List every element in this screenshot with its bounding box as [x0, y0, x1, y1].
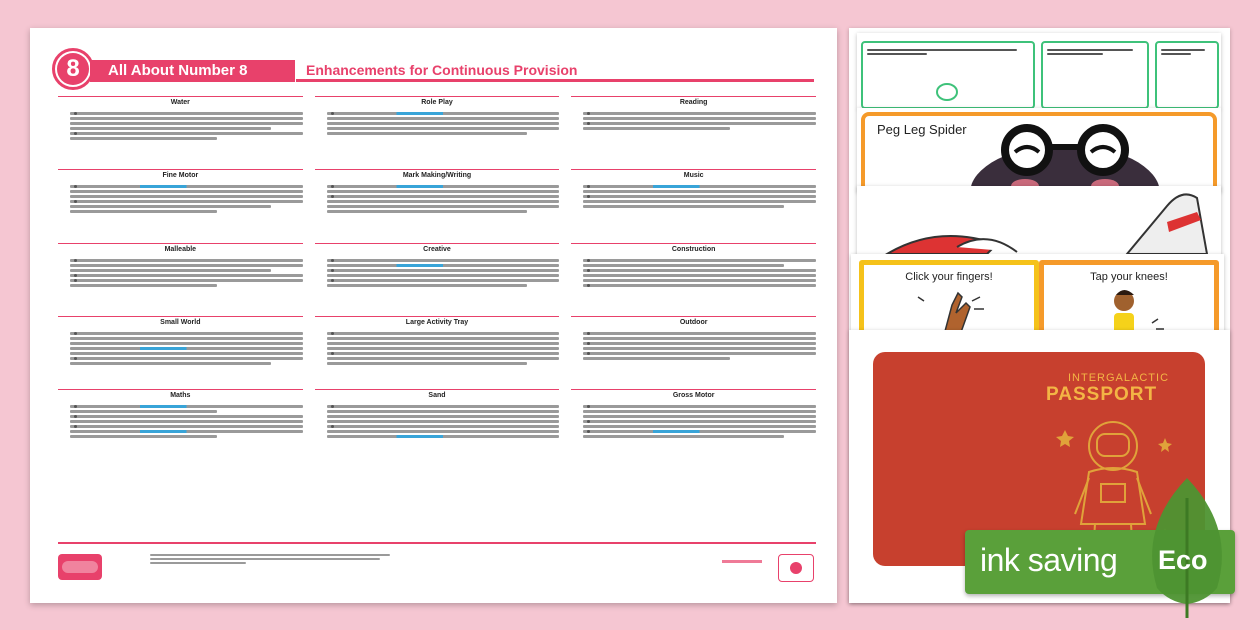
section-title: Construction — [571, 243, 816, 256]
section-role-play — [315, 96, 560, 169]
section-reading — [571, 96, 816, 169]
challenge-box — [861, 41, 1035, 109]
click-fingers-card — [859, 260, 1039, 336]
spider-illustration-icon — [955, 118, 1175, 192]
tap-knees-title: Tap your knees! — [1090, 271, 1168, 283]
section-title: Water — [58, 96, 303, 109]
eco-label: Eco — [1158, 545, 1208, 575]
section-creative — [315, 243, 560, 316]
footer-divider — [58, 542, 816, 544]
section-title: Creative — [315, 243, 560, 256]
section-title: Outdoor — [571, 316, 816, 329]
enhancements-document-page — [30, 28, 837, 603]
section-gross-motor — [571, 389, 816, 462]
challenge-box — [1155, 41, 1219, 109]
passport-line1: INTERGALACTIC — [1068, 372, 1170, 384]
section-fine-motor — [58, 169, 303, 242]
section-title: Sand — [315, 389, 560, 402]
tap-knees-card — [1039, 260, 1219, 336]
section-maths — [58, 389, 303, 462]
section-construction — [571, 243, 816, 316]
section-sand — [315, 389, 560, 462]
twinkl-logo — [58, 554, 102, 580]
section-title: Gross Motor — [571, 389, 816, 402]
section-title: Fine Motor — [58, 169, 303, 182]
shape-icon — [933, 81, 961, 103]
section-title: Music — [571, 169, 816, 182]
section-outdoor — [571, 316, 816, 389]
ink-saving-text: ink saving — [980, 542, 1118, 578]
clicking-fingers-icon — [914, 287, 994, 335]
partner-logo — [778, 554, 814, 582]
section-small-world — [58, 316, 303, 389]
section-title: Malleable — [58, 243, 303, 256]
footer-safety-text — [150, 552, 390, 566]
challenge-box — [1041, 41, 1149, 109]
section-title: Small World — [58, 316, 303, 329]
click-fingers-title: Click your fingers! — [905, 271, 993, 283]
document-subtitle: Enhancements for Continuous Provision — [296, 60, 814, 82]
section-title: Role Play — [315, 96, 560, 109]
section-water — [58, 96, 303, 169]
section-music — [571, 169, 816, 242]
peg-leg-spider-sheet — [857, 108, 1221, 192]
document-title: All About Number 8 — [90, 60, 295, 82]
peg-leg-spider-title: Peg Leg Spider — [877, 122, 967, 137]
section-large-activity-tray — [315, 316, 560, 389]
number-badge — [52, 48, 94, 90]
section-title: Reading — [571, 96, 816, 109]
section-malleable — [58, 243, 303, 316]
footer-url — [722, 560, 762, 566]
provision-grid — [58, 96, 816, 536]
rocket-sheet — [857, 186, 1221, 256]
action-cards-sheet — [851, 254, 1224, 332]
passport-line2: PASSPORT — [1046, 384, 1158, 405]
number-badge-digit: 8 — [57, 53, 89, 85]
rocket-illustration-icon — [867, 192, 1211, 254]
section-title: Maths — [58, 389, 303, 402]
section-title: Large Activity Tray — [315, 316, 560, 329]
section-title: Mark Making/Writing — [315, 169, 560, 182]
maths-challenge-sheet — [857, 33, 1221, 109]
section-mark-making — [315, 169, 560, 242]
